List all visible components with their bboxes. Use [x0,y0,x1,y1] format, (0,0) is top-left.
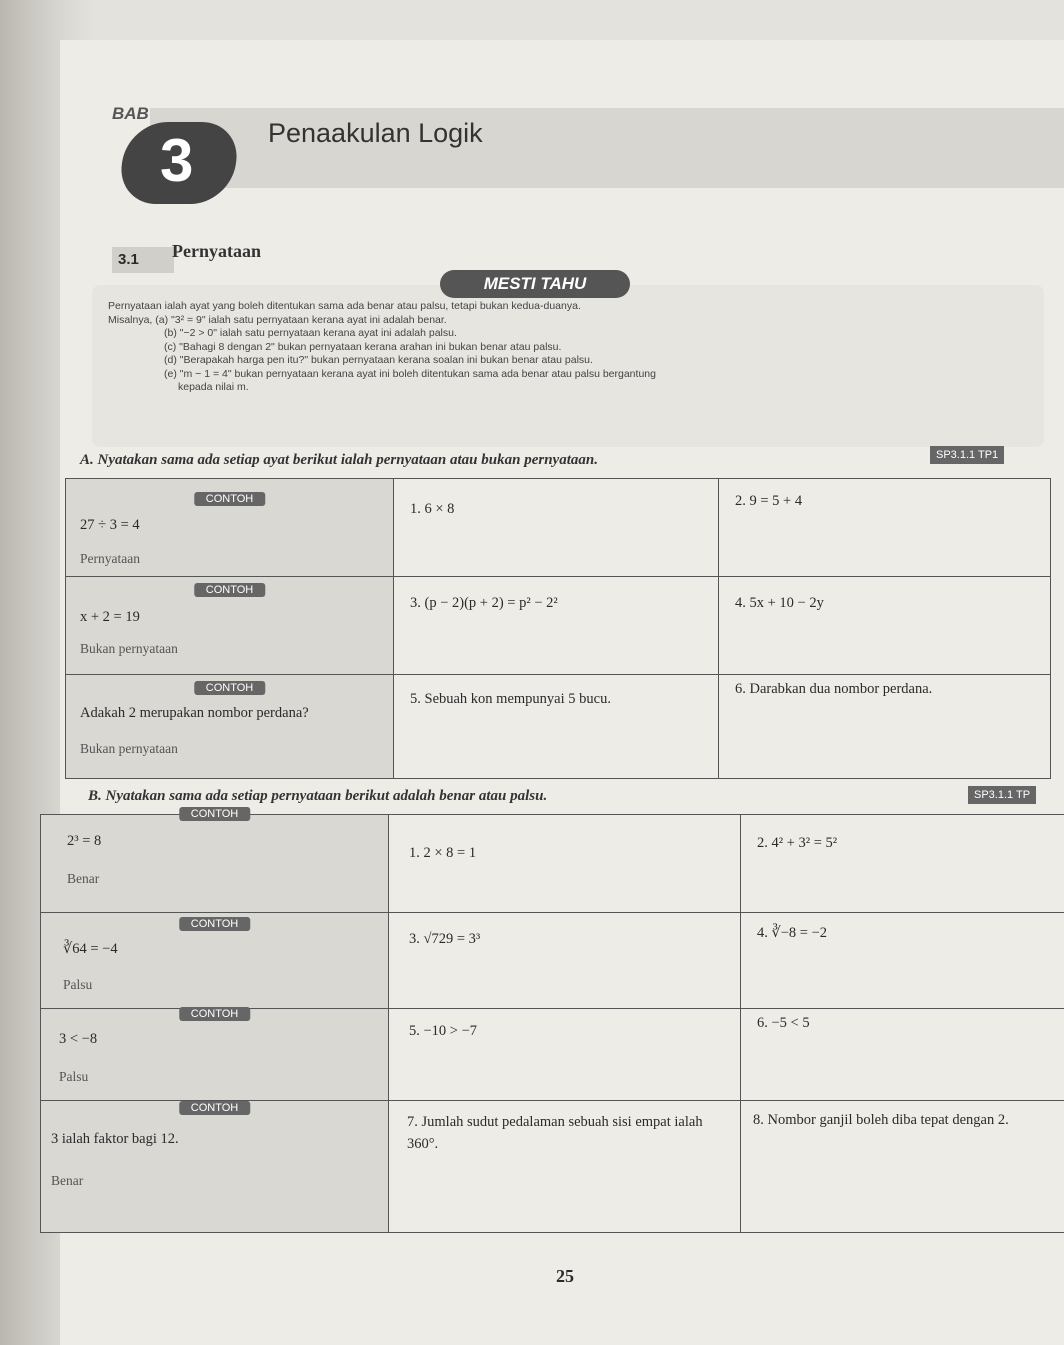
contoh-cell [66,479,394,577]
question-cell[interactable] [719,577,1051,675]
question-text: 4. 5x + 10 − 2y [735,595,824,611]
question-text: 1. 6 × 8 [410,501,455,517]
question-text: 4. ∛−8 = −2 [757,925,828,941]
section-b-tag: SP3.1.1 TP [968,786,1036,804]
question-cell[interactable] [394,479,719,577]
question-text: 8. Nombor ganjil boleh diba tepat dengan 2. [753,1112,1009,1128]
contoh-expr: 3 < −8 [59,1031,98,1047]
question-text: 6. Darabkan dua nombor perdana. [735,681,933,697]
section-a-table [65,478,1051,779]
contoh-label: CONTOH [179,1101,250,1115]
contoh-answer: Benar [51,1173,84,1188]
contoh-label: CONTOH [194,492,265,506]
mesti-line: Misalnya, (a) "3² = 9" ialah satu pernyataan kerana ayat ini adalah benar. [108,313,447,326]
question-text: 2. 4² + 3² = 5² [757,835,838,851]
question-cell[interactable] [719,675,1051,779]
question-cell[interactable] [741,913,1064,1009]
contoh-cell [41,913,389,1009]
question-cell[interactable] [394,675,719,779]
section-number: 3.1 [112,247,174,273]
page-number: 25 [556,1266,574,1286]
question-cell[interactable] [394,577,719,675]
contoh-cell [41,1009,389,1101]
question-cell[interactable] [741,1101,1064,1233]
chapter-title: Penaakulan Logik [268,118,483,148]
contoh-cell [66,577,394,675]
section-b-instruction: B. Nyatakan sama ada setiap pernyataan berikut adalah benar atau palsu. [88,788,548,804]
contoh-expr: Adakah 2 merupakan nombor perdana? [80,705,309,721]
question-text: 3. (p − 2)(p + 2) = p² − 2² [410,595,558,611]
question-cell[interactable] [741,815,1064,913]
question-text: 5. Sebuah kon mempunyai 5 bucu. [410,691,611,707]
question-text: 5. −10 > −7 [409,1023,478,1039]
contoh-answer: Palsu [63,977,93,992]
mesti-tahu-tab: MESTI TAHU [440,270,630,298]
contoh-expr: 2³ = 8 [67,833,102,849]
contoh-cell [41,1101,389,1233]
contoh-expr: x + 2 = 19 [80,609,140,625]
question-text: 1. 2 × 8 = 1 [409,845,477,861]
contoh-label: CONTOH [179,807,250,821]
section-a-instruction: A. Nyatakan sama ada setiap ayat berikut ialah pernyataan atau bukan pernyataan. [80,452,598,468]
question-text: 2. 9 = 5 + 4 [735,493,803,509]
contoh-answer: Pernyataan [80,551,140,566]
question-cell[interactable] [389,1101,741,1233]
question-text: 6. −5 < 5 [757,1015,810,1031]
mesti-line: Pernyataan ialah ayat yang boleh ditentukan sama ada benar atau palsu, tetapi bukan kedua-duanya. [108,300,581,312]
mesti-line: (b) "−2 > 0" ialah satu pernyataan kerana ayat ini adalah palsu. [164,327,457,339]
contoh-answer: Palsu [59,1069,89,1084]
section-a-tag: SP3.1.1 TP1 [930,446,1004,464]
mesti-line: kepada nilai m. [178,381,249,393]
question-cell[interactable] [389,913,741,1009]
contoh-cell [41,808,389,913]
contoh-cell [66,675,394,779]
section-b-table [40,808,1064,1233]
mesti-tahu-text [108,300,1038,395]
mesti-line: (c) "Bahagi 8 dengan 2" bukan pernyataan kerana arahan ini bukan benar atau palsu. [164,340,562,353]
contoh-label: CONTOH [179,917,250,931]
contoh-expr: 3 ialah faktor bagi 12. [51,1131,179,1147]
question-cell[interactable] [389,1009,741,1101]
contoh-answer: Benar [67,871,100,886]
mesti-line: (d) "Berapakah harga pen itu?" bukan pernyataan kerana soalan ini bukan benar atau palsu. [164,354,593,366]
contoh-label: CONTOH [179,1007,250,1021]
question-text: 3. √729 = 3³ [409,931,481,947]
question-text: 7. Jumlah sudut pedalaman sebuah sisi empat ialah 360°. [407,1114,703,1152]
question-cell[interactable] [719,479,1051,577]
mesti-line: (e) "m − 1 = 4" bukan pernyataan kerana ayat ini boleh ditentukan sama ada benar atau palsu bergantung [164,367,656,380]
bab-label: BAB [112,104,149,123]
contoh-expr: 27 ÷ 3 = 4 [80,517,140,533]
contoh-label: CONTOH [194,583,265,597]
chapter-number: 3 [160,127,194,194]
question-cell[interactable] [741,1009,1064,1101]
section-title: Pernyataan [172,241,261,261]
contoh-answer: Bukan pernyataan [80,641,178,656]
contoh-answer: Bukan pernyataan [80,741,178,756]
contoh-expr: ∛64 = −4 [63,941,118,957]
question-cell[interactable] [389,815,741,913]
contoh-label: CONTOH [194,681,265,695]
